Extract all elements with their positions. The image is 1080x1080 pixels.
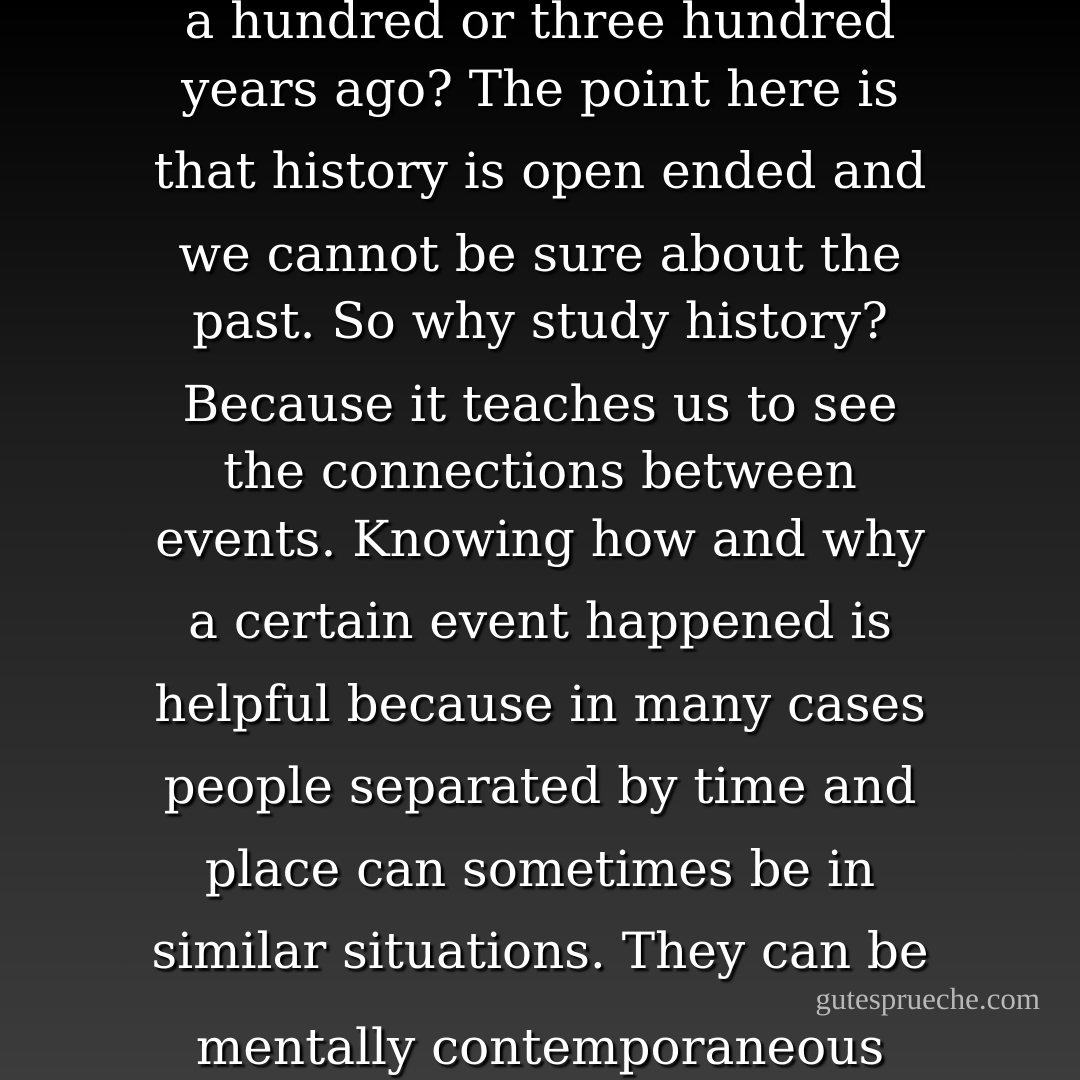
quote-line: Because it teaches us to see [182, 375, 898, 433]
quote-line: mentally contemporaneous [195, 1018, 885, 1076]
quote-line: the connections between [223, 442, 857, 500]
quote-line: place can sometimes be in [204, 840, 876, 898]
quote-line: events. Knowing how and why [155, 510, 925, 568]
watermark: gutesprueche.com [815, 981, 1040, 1016]
quote-line: that history is open ended and [153, 142, 927, 200]
quote-line: we cannot be sure about the [178, 225, 902, 283]
quote-line: years ago? The point here is [181, 60, 899, 118]
quote-line: a hundred or three hundred [184, 0, 896, 50]
quote-line: similar situations. They can be [151, 922, 929, 980]
quote-line: people separated by time and [163, 757, 917, 815]
quote-line: helpful because in many cases [154, 675, 926, 733]
quote-line: past. So why study history? [192, 292, 888, 350]
quote-line: a certain event happened is [188, 592, 892, 650]
